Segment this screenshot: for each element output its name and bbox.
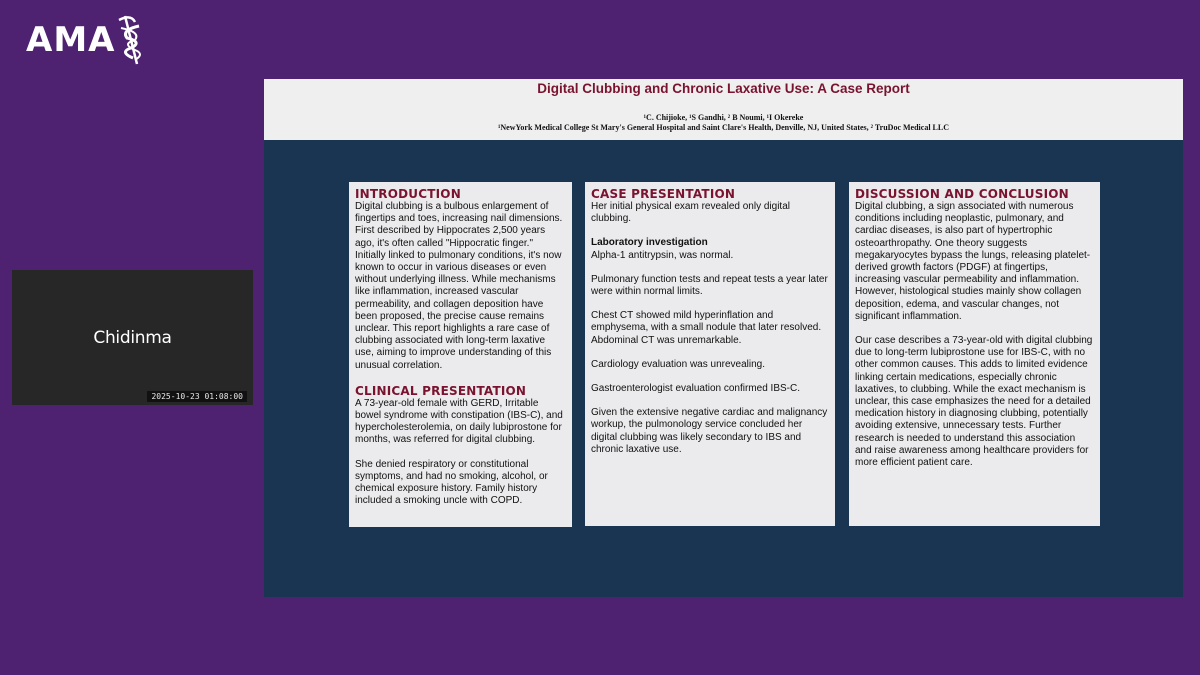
clinical-heading: CLINICAL PRESENTATION xyxy=(355,383,527,398)
caduceus-icon xyxy=(111,12,151,68)
case-paragraph-6: Given the extensive negative cardiac and malignancy workup, the pulmonology service concluded her digital clubbing was likely secondary to IBS and chronic laxative use. xyxy=(591,407,828,455)
poster-authors: ¹C. Chijioke, ¹S Gandhi, ² B Noumi, ¹I Okereke xyxy=(643,113,804,122)
poster-title: Digital Clubbing and Chronic Laxative Use: A Case Report xyxy=(537,81,910,96)
logo-text: AMA xyxy=(26,20,116,60)
case-paragraph-5: Gastroenterologist evaluation confirmed IBS-C. xyxy=(591,383,800,395)
lab-text: Alpha-1 antitrypsin, was normal. xyxy=(591,249,734,261)
case-paragraph-1: Her initial physical exam revealed only digital clubbing. xyxy=(591,201,790,225)
lab-heading: Laboratory investigation xyxy=(591,237,708,249)
clinical-paragraph-2: She denied respiratory or constitutional symptoms, and had no smoking, alcohol, or chemical exposure history. Family history included a smoking uncle with COPD. xyxy=(355,458,548,507)
participant-video-tile[interactable] xyxy=(12,270,253,405)
panel-discussion-conclusion xyxy=(849,182,1100,526)
discussion-paragraph-1: Digital clubbing, a sign associated with numerous conditions including neoplastic, pulmonary, and cardiac diseases, is also part of hypertrophic osteoarthropathy. One theory suggests megakaryocytes bypass the lungs, releasing platelet-derived growth factors (PDGF) at fingertips, increasing vascular permeability and inflammation. However, histological studies mainly show collagen deposition, edema, and vascular changes, not significant inflammation. xyxy=(855,201,1091,322)
case-paragraph-3: Chest CT showed mild hyperinflation and emphysema, with a small nodule that later resolved. Abdominal CT was unremarkable. xyxy=(591,310,822,346)
panel-case-presentation xyxy=(585,182,835,526)
poster xyxy=(264,79,1183,597)
poster-affiliations: ¹NewYork Medical College St Mary's General Hospital and Saint Clare's Health, Denville, NJ, United States, ² TruDoc Medical LLC xyxy=(498,123,949,132)
discussion-heading: DISCUSSION AND CONCLUSION xyxy=(855,187,1069,201)
video-timestamp: 2025-10-23 01:08:00 xyxy=(147,391,247,402)
ama-logo xyxy=(26,12,166,68)
clinical-paragraph-1: A 73-year-old female with GERD, Irritable bowel syndrome with constipation (IBS-C), and hypercholesterolemia, on daily lubiprostone for months, was referred for digital clubbing. xyxy=(355,397,563,446)
panel-introduction-clinical xyxy=(349,182,572,527)
participant-name: Chidinma xyxy=(93,328,172,348)
case-paragraph-4: Cardiology evaluation was unrevealing. xyxy=(591,358,765,370)
discussion-paragraph-2: Our case describes a 73-year-old with digital clubbing due to long-term lubiprostone use for IBS-C, with no other common causes. This adds to limited evidence linking certain medications, especially chronic laxatives, to clubbing. While the exact mechanism is unclear, this case emphasizes the need for a detailed medication history in diagnosing clubbing, potentially avoiding extensive, unnecessary tests. Further research is needed to understand this association and raise awareness among healthcare providers for more efficient patient care. xyxy=(855,335,1093,469)
introduction-text: Digital clubbing is a bulbous enlargement of fingertips and toes, increasing nail dimensions. First described by Hippocrates 2,500 years ago, it's often called "Hippocratic finger." Initially linked to pulmonary conditions, it's now known to occur in various diseases or even without underlying illness. While mechanisms like inflammation, increased vascular permeability, and collagen deposition have been proposed, the precise cause remains unclear. This report highlights a rare case of clubbing associated with long-term laxative use, aiming to improve understanding of this unusual correlation. xyxy=(355,201,563,371)
introduction-heading: INTRODUCTION xyxy=(355,187,461,201)
poster-header xyxy=(264,79,1183,140)
case-heading: CASE PRESENTATION xyxy=(591,187,736,201)
case-paragraph-2: Pulmonary function tests and repeat tests a year later were within normal limits. xyxy=(591,273,828,298)
